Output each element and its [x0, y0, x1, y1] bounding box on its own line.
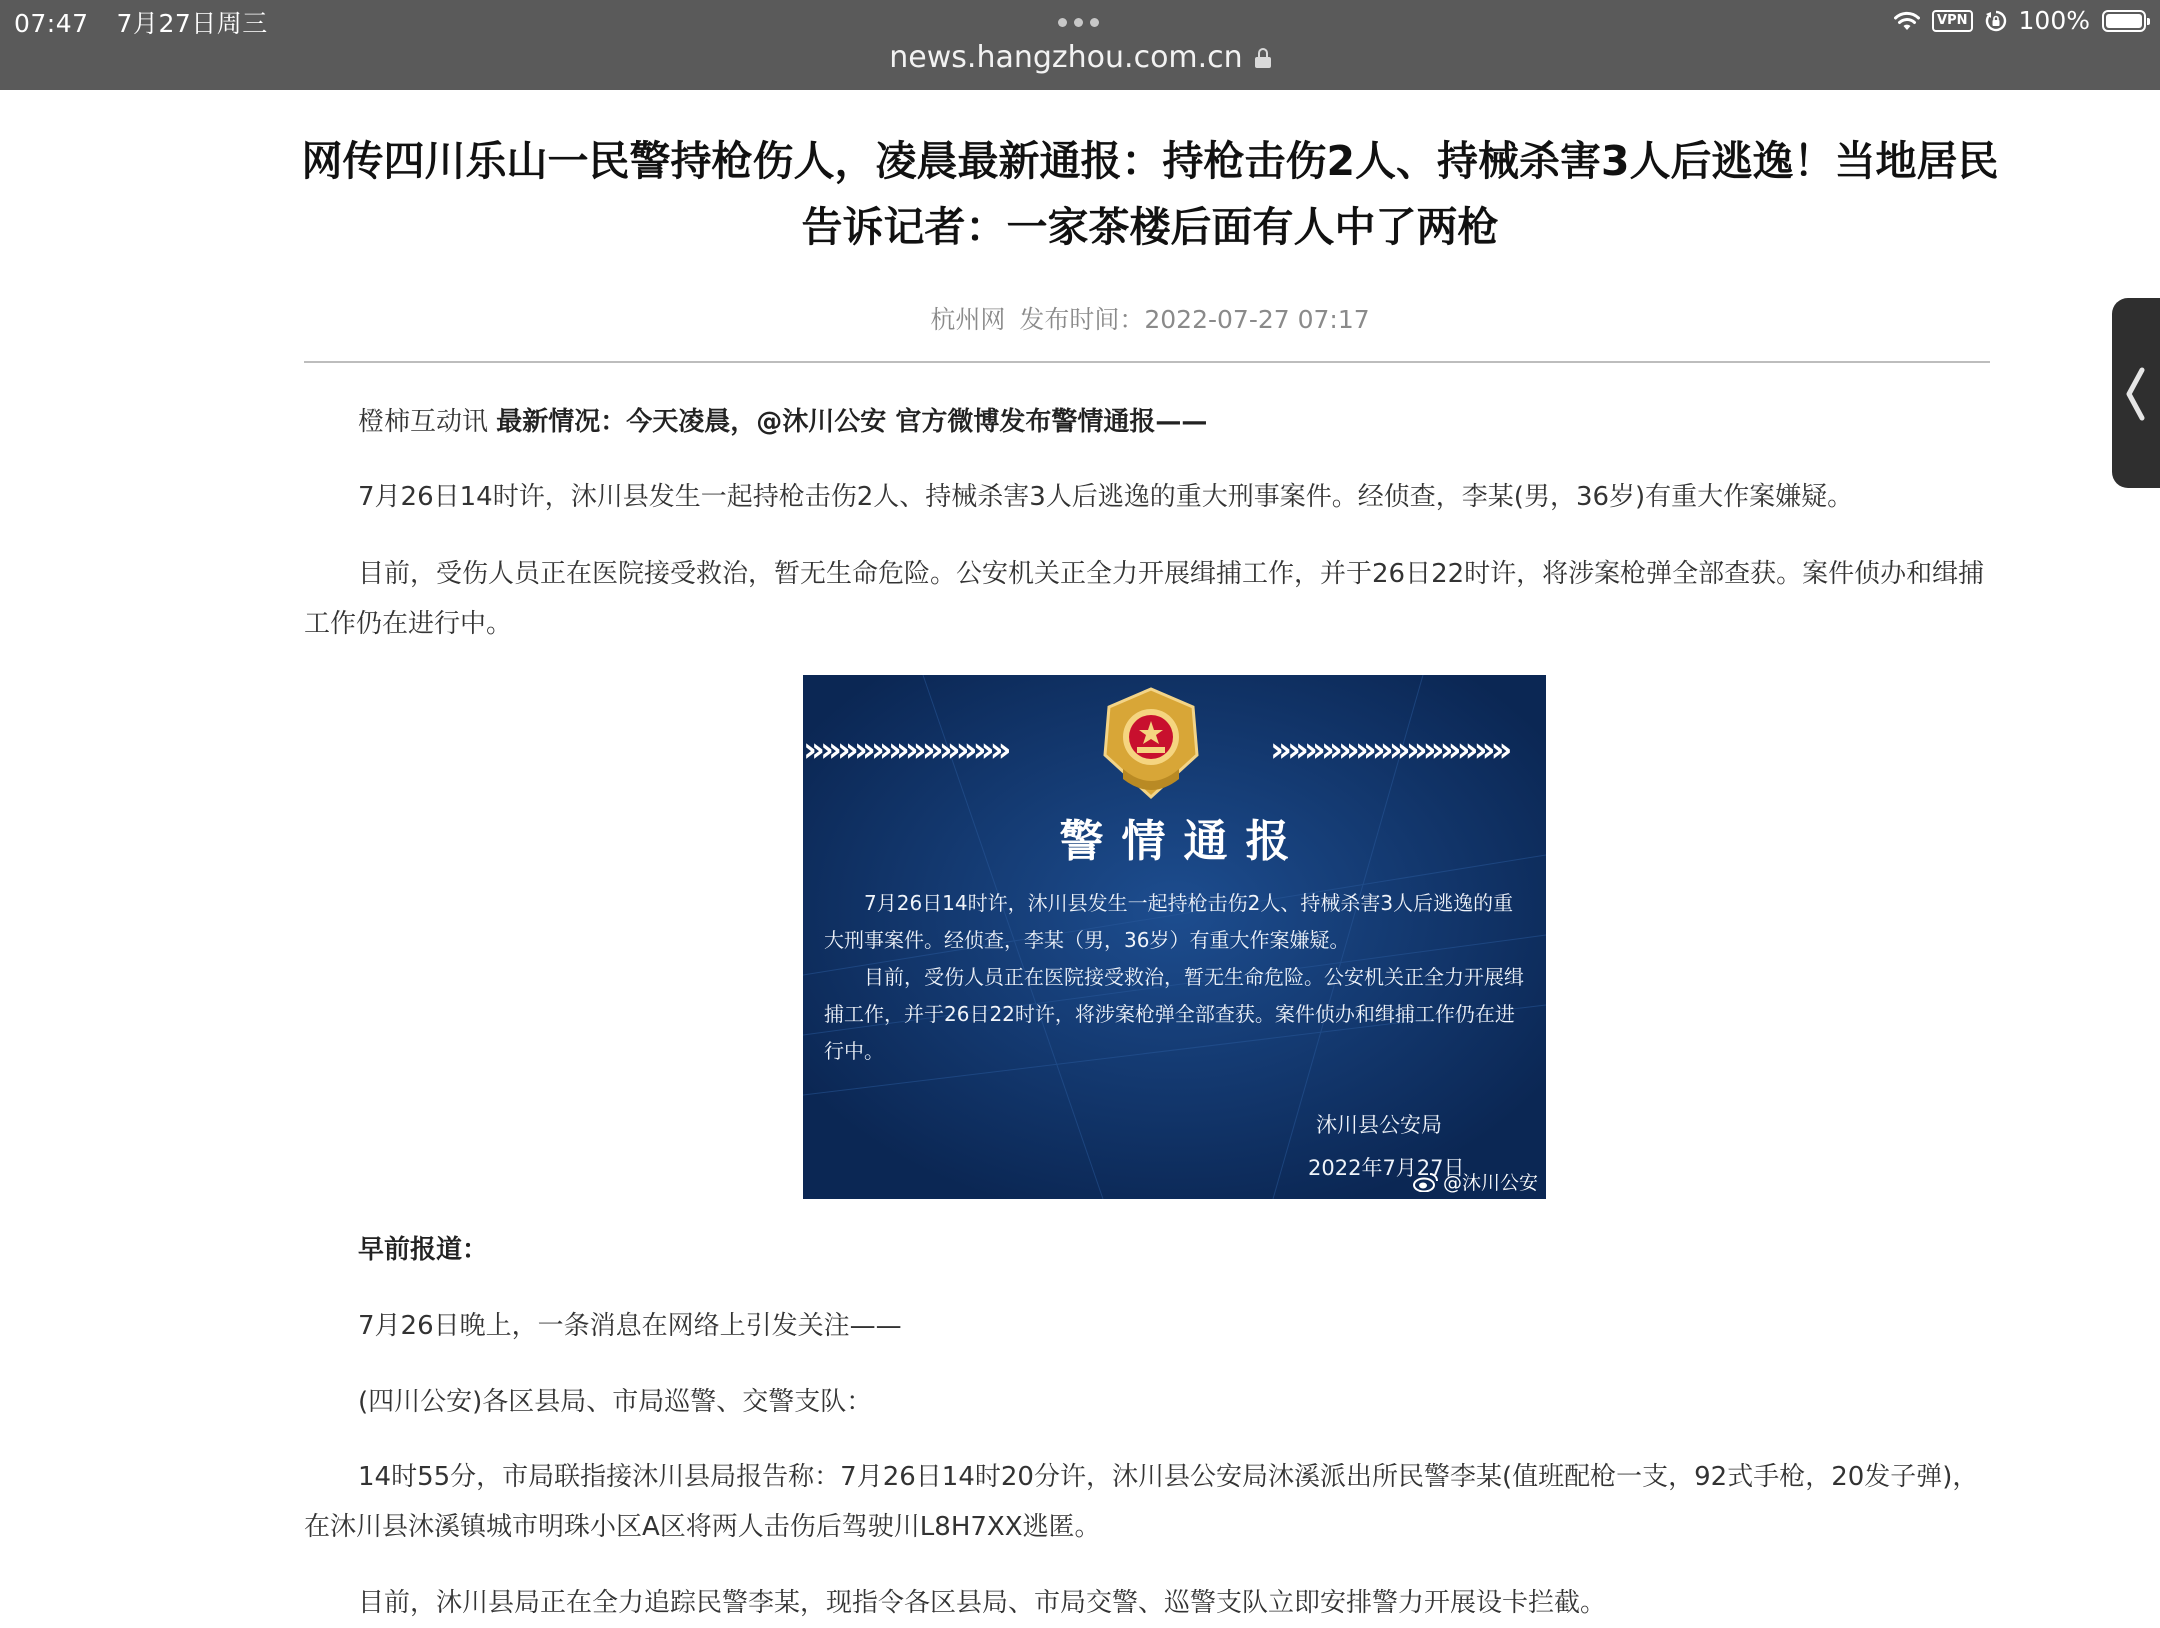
status-time-text: 07:47 [14, 9, 89, 38]
paragraph-earlier-intro: 7月26日晚上，一条消息在网络上引发关注—— [358, 1311, 902, 1341]
notice-chevrons-right: »»»»»»»»»»»»»» [1270, 730, 1508, 770]
article-title: 网传四川乐山一民警持枪伤人，凌晨最新通报：持枪击伤2人、持械杀害3人后逃逸！当地居民告诉记者：一家茶楼后面有人中了两枪 [301, 137, 1999, 251]
paragraph-recipients: (四川公安)各区县局、市局巡警、交警支队： [358, 1387, 873, 1417]
wifi-icon [1894, 11, 1920, 31]
earlier-report-heading-text: 早前报道： [358, 1235, 489, 1265]
notice-body-1: 7月26日14时许，沐川县发生一起持枪击伤2人、持械杀害3人后逃逸的重大刑事案件。经侦查，李某（男，36岁）有重大作案嫌疑。 [824, 891, 1514, 952]
address-bar[interactable] [0, 40, 2160, 75]
url-text[interactable]: news.hangzhou.com.cn [889, 40, 1243, 75]
weibo-icon [1413, 1172, 1439, 1192]
notice-heading: 警情通报 [1059, 816, 1308, 867]
vpn-icon: VPN [1932, 10, 1972, 32]
paragraph-pursuit: 目前，沐川县局正在全力追踪民警李某，现指令各区县局、市局交警、巡警支队立即安排警力开展设卡拦截。 [358, 1588, 1607, 1618]
lock-icon [1255, 48, 1271, 68]
notice-body-2: 目前，受伤人员正在医院接受救治，暂无生命危险。公安机关正全力开展缉捕工作，并于26日22时许，将涉案枪弹全部查获。案件侦办和缉捕工作仍在进行中。 [824, 965, 1524, 1063]
paragraph-status: 目前，受伤人员正在医院接受救治，暂无生命危险。公安机关正全力开展缉捕工作，并于26日22时许，将涉案枪弹全部查获。案件侦办和缉捕工作仍在进行中。 [304, 559, 1985, 639]
paragraph-incident-report: 14时55分，市局联指接沐川县局报告称：7月26日14时20分许，沐川县公安局沐溪派出所民警李某(值班配枪一支，92式手枪，20发子弹)，在沐川县沐溪镇城市明珠小区A区将两人击伤后驾驶川L8H7XX逃匿。 [304, 1462, 1979, 1542]
paragraph-case: 7月26日14时许，沐川县发生一起持枪击伤2人、持械杀害3人后逃逸的重大刑事案件。经侦查，李某(男，36岁)有重大作案嫌疑。 [358, 482, 1854, 512]
rotation-lock-icon [1985, 10, 2007, 32]
browser-top-bar [0, 0, 2160, 90]
police-notice-image[interactable] [803, 675, 1546, 1199]
status-date: 7月27日周三 [116, 9, 268, 38]
battery-percent: 100% [2018, 6, 2090, 35]
paragraph-latest [304, 397, 1990, 447]
notice-date: 2022年7月27日 [1308, 1156, 1465, 1180]
earlier-report-heading [304, 1225, 1990, 1275]
status-time [14, 4, 268, 40]
side-panel-handle[interactable] [2112, 298, 2160, 488]
chevron-left-icon [2124, 366, 2146, 422]
police-emblem-icon [1093, 685, 1209, 801]
notice-watermark-text: @沐川公安 [1443, 1172, 1539, 1194]
article-publish-time: 发布时间：2022-07-27 07:17 [1019, 305, 1370, 334]
battery-icon [2102, 10, 2146, 32]
title-divider [304, 361, 1990, 363]
multitasking-dots-icon[interactable] [1058, 18, 1099, 27]
paragraph-latest-bold: 最新情况：今天凌晨，@沐川公安 官方微博发布警情通报—— [496, 407, 1208, 437]
notice-chevrons-left: »»»»»»»»»»»» [803, 730, 1007, 770]
notice-watermark [1413, 1168, 1538, 1195]
paragraph-latest-prefix: 橙柿互动讯 [358, 407, 497, 437]
article-source[interactable]: 杭州网 [930, 305, 1006, 334]
notice-body [824, 885, 1524, 1070]
article-meta [300, 300, 2000, 336]
notice-organization: 沐川县公安局 [1316, 1113, 1442, 1137]
status-indicators [1894, 6, 2146, 35]
